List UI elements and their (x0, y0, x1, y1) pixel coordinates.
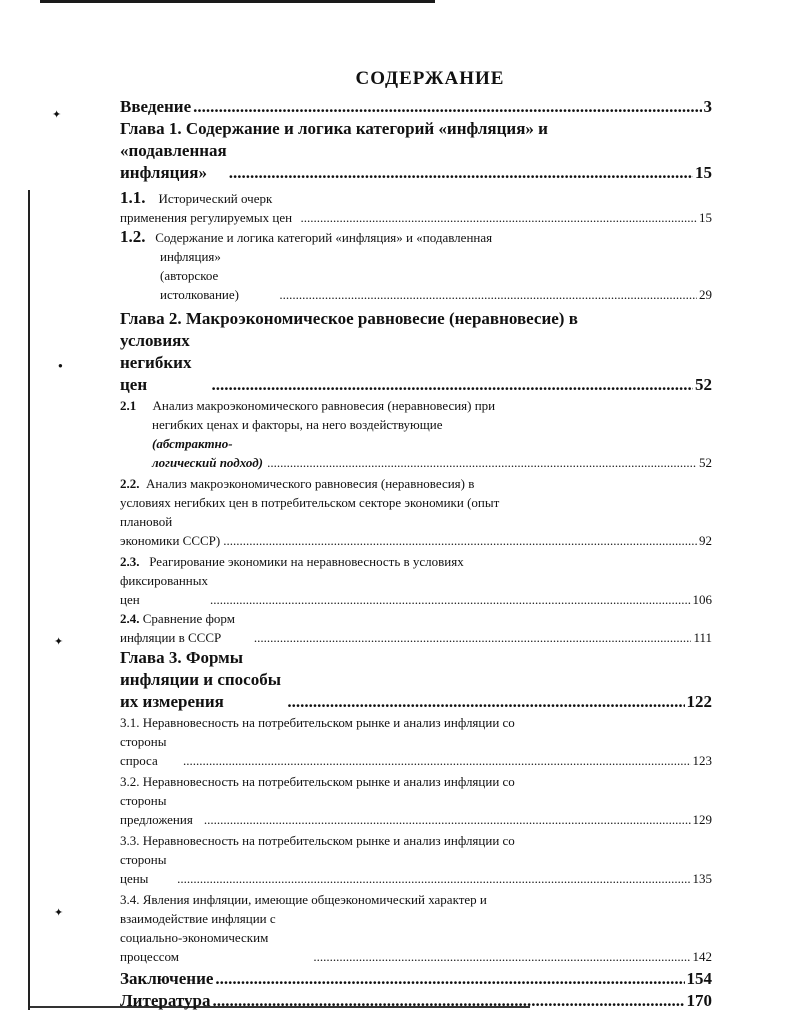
leader-dots (177, 869, 690, 888)
page-number: 142 (692, 949, 712, 964)
toc-entry-text: стороны цены (120, 852, 170, 886)
toc-entry-text: Неравновесность на потребительском рынке и анализ инфляции со (142, 774, 515, 789)
toc-entry-text: «подавленная инфляция» (120, 141, 231, 182)
toc-entry-section-1-1 (120, 188, 712, 227)
toc-entry-section-2-1 (120, 396, 712, 472)
toc-entry-text: Реагирование экономики на неравновесность в условиях (149, 554, 464, 569)
margin-mark-3: ✦ (54, 636, 64, 648)
toc-entry-text: условиях негибких цен в потребительском секторе экономики (опыт (120, 495, 500, 510)
toc-entry-text: Глава 2. Макроэкономическое равновесие (неравновесие) в (120, 309, 578, 328)
toc-entry-text: стороны спроса (120, 734, 170, 768)
leader-dots (183, 751, 691, 770)
toc-entry-text: условиях негибких цен (120, 331, 196, 394)
toc-entry-section-2-3 (120, 552, 712, 609)
toc-entry-chapter-2 (120, 308, 712, 396)
toc-entry-section-2-2 (120, 474, 712, 550)
toc-entry-text: Анализ макроэкономического равновесия (неравновесия) в (146, 476, 475, 491)
page-number: 170 (686, 991, 712, 1010)
leader-dots (212, 990, 684, 1012)
margin-mark-2: ● (58, 361, 63, 370)
leader-dots (313, 947, 690, 966)
toc-entry-section-3-2 (120, 772, 712, 829)
toc-entry-section-3-3 (120, 831, 712, 888)
toc-entry-text: Анализ макроэкономического равновесия (неравновесия) при (152, 398, 496, 413)
toc-entry-section-1-2 (120, 227, 712, 304)
leader-dots (287, 691, 684, 713)
toc-entry-text: Заключение (120, 969, 214, 988)
toc-entry-text: инфляция» (авторское истолкование) (160, 249, 239, 302)
toc-entry-conclusion (120, 968, 712, 990)
leader-dots (279, 285, 697, 304)
page-number: 111 (693, 630, 712, 645)
table-of-contents-page (120, 68, 712, 1012)
toc-entry-section-3-1 (120, 713, 712, 770)
page-number: 3 (703, 97, 712, 116)
toc-entry-chapter-1 (120, 118, 712, 184)
leader-dots (193, 96, 701, 118)
toc-entry-text: Исторический очерк применения регулируемых цен (120, 191, 293, 225)
toc-entry-text: Литература (120, 991, 211, 1010)
section-number: 1.2. (120, 227, 146, 246)
page-number: 52 (695, 375, 712, 394)
page-number: 106 (692, 592, 712, 607)
scan-edge-left (28, 190, 30, 1010)
toc-entry-text: фиксированных цен (120, 573, 212, 607)
toc-entry-text: Введение (120, 97, 192, 116)
toc-entry-text: Явления инфляции, имеющие общеэкономический характер и (142, 892, 487, 907)
leader-dots (223, 531, 697, 550)
page-number: 123 (692, 753, 712, 768)
page-number: 92 (699, 533, 712, 548)
section-number: 3.4. (120, 892, 140, 907)
section-number: 2.2. (120, 476, 140, 491)
toc-entry-chapter-3 (120, 647, 712, 713)
toc-entry-text: взаимодействие инфляции с социально-экономическим процессом (120, 911, 279, 964)
toc-entry-text: Неравновесность на потребительском рынке и анализ инфляции со (142, 715, 515, 730)
leader-dots (210, 590, 691, 609)
toc-entry-text: Глава 1. Содержание и логика категорий «инфляция» и (120, 119, 548, 138)
leader-dots (254, 628, 692, 647)
toc-entry-text: (абстрактно-логический подход) (152, 436, 263, 470)
toc-entry-text: стороны предложения (120, 793, 193, 827)
section-number: 3.2. (120, 774, 140, 789)
section-number: 3.1. (120, 715, 140, 730)
toc-entry-text: плановой экономики СССР) (120, 514, 221, 548)
toc-entry-section-3-4 (120, 890, 712, 966)
leader-dots (211, 374, 693, 396)
toc-entry-literature (120, 990, 712, 1012)
leader-dots (267, 453, 697, 472)
page-number: 129 (692, 812, 712, 827)
leader-dots (300, 208, 697, 227)
leader-dots (229, 162, 693, 184)
section-number: 3.3. (120, 833, 140, 848)
scan-edge-top (40, 0, 435, 3)
toc-entry-section-2-4 (120, 609, 712, 647)
page-number: 15 (695, 163, 712, 182)
toc-entry-text: Содержание и логика категорий «инфляция» и «подавленная (155, 230, 493, 245)
margin-mark-1: ✦ (52, 109, 62, 121)
page-number: 154 (686, 969, 712, 988)
toc-entry-text: Глава 3. Формы инфляции и способы их измерения (120, 648, 286, 711)
section-number: 2.4. (120, 611, 140, 626)
section-number: 1.1. (120, 188, 146, 207)
margin-mark-4: ✦ (54, 907, 64, 919)
page-number: 135 (692, 871, 712, 886)
leader-dots (204, 810, 691, 829)
toc-entry-intro (120, 96, 712, 118)
toc-entry-text: негибких ценах и факторы, на него воздействующие (152, 417, 443, 432)
page-title: СОДЕРЖАНИЕ (355, 68, 505, 89)
section-number: 2.3. (120, 554, 140, 569)
page-number: 15 (699, 210, 712, 225)
toc-entry-text: Сравнение форм инфляции в СССР (120, 611, 239, 645)
page-number: 52 (699, 455, 712, 470)
toc-list (120, 96, 712, 1012)
toc-entry-text: Неравновесность на потребительском рынке и анализ инфляции со (142, 833, 515, 848)
page-number: 122 (686, 692, 712, 711)
page-number: 29 (699, 287, 712, 302)
leader-dots (215, 968, 684, 990)
section-number: 2.1 (120, 398, 137, 413)
